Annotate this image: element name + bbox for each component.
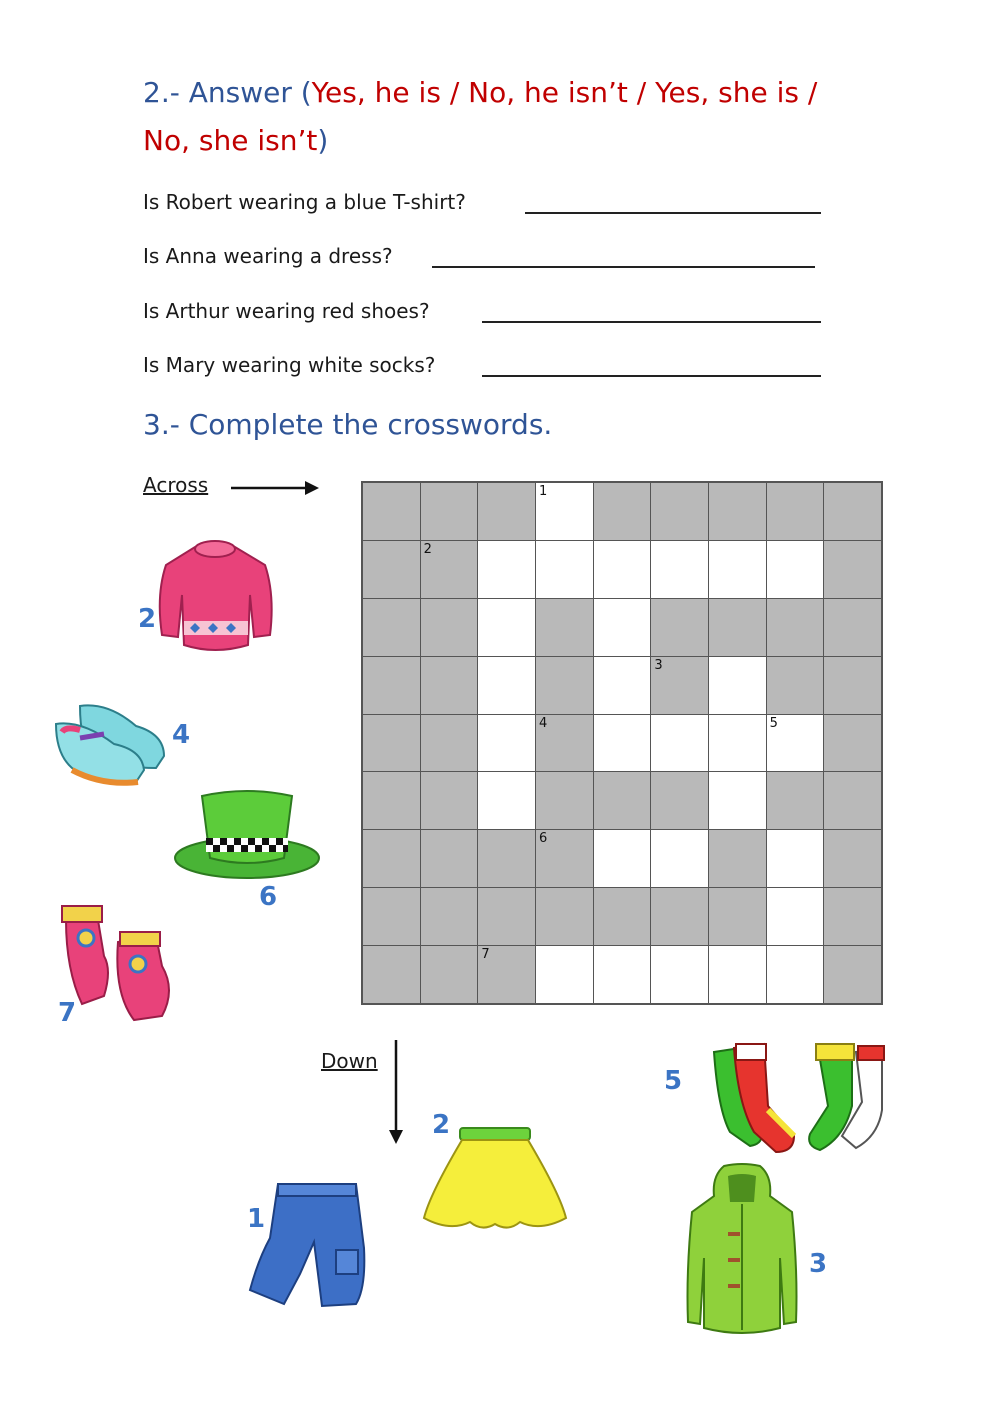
crossword-clue-number: 1 [539,484,548,499]
crossword-blocked-cell [709,888,766,945]
across-label: Across [143,473,209,497]
section3-heading: 3.- Complete the crosswords. [143,408,553,441]
section2-prefix: 2.- Answer ( [143,76,312,109]
crossword-blocked-cell [363,599,420,656]
across-clue-sweater-number: 2 [138,604,157,634]
crossword-blocked-cell [421,483,478,540]
crossword-cell[interactable] [478,599,535,656]
across-arrow-icon [229,478,321,498]
crossword-blocked-cell [536,599,593,656]
coat-icon [684,1162,800,1338]
crossword-cell[interactable] [478,715,535,772]
crossword-blocked-cell [536,830,593,887]
down-label: Down [321,1049,378,1073]
crossword-cell[interactable] [651,715,708,772]
crossword-blocked-cell [824,772,881,829]
across-clue-gloves-number: 7 [58,998,77,1028]
crossword-blocked-cell [767,657,824,714]
answer-options-line1: Yes, he is / No, he isn’t / Yes, she is / [311,76,818,109]
crossword-cell[interactable] [767,946,824,1003]
crossword-blocked-cell [767,599,824,656]
sweater-icon [150,535,280,660]
crossword-blocked-cell [421,657,478,714]
crossword-blocked-cell [824,715,881,772]
answer-blank-1[interactable] [525,212,821,214]
trousers-icon [244,1178,378,1312]
crossword-blocked-cell [651,483,708,540]
answer-blank-3[interactable] [482,321,821,323]
crossword-cell[interactable] [767,715,824,772]
crossword-blocked-cell [651,599,708,656]
crossword-cell[interactable] [478,541,535,598]
crossword-clue-number: 3 [654,657,663,673]
crossword-cell[interactable] [594,946,651,1003]
crossword-clue-number: 7 [481,947,490,963]
crossword-clue-number: 6 [539,831,548,847]
question-3: Is Arthur wearing red shoes? [143,299,430,323]
down-clue-socks-number: 5 [664,1066,683,1096]
crossword-blocked-cell [363,946,420,1003]
crossword-blocked-cell [421,772,478,829]
crossword-cell[interactable] [594,541,651,598]
crossword-blocked-cell [767,772,824,829]
down-clue-skirt-number: 2 [432,1110,451,1140]
crossword-blocked-cell [478,830,535,887]
shoes-icon [52,698,170,788]
crossword-cell[interactable] [651,830,708,887]
crossword-blocked-cell [824,541,881,598]
crossword-blocked-cell [363,830,420,887]
crossword-grid [361,481,883,1005]
crossword-clue-number: 5 [769,715,778,731]
crossword-blocked-cell [824,830,881,887]
question-4: Is Mary wearing white socks? [143,353,436,377]
crossword-blocked-cell [536,772,593,829]
question-1: Is Robert wearing a blue T-shirt? [143,190,466,214]
down-clue-coat-number: 3 [809,1249,828,1279]
crossword-cell[interactable] [478,657,535,714]
crossword-blocked-cell [363,541,420,598]
crossword-blocked-cell [421,946,478,1003]
down-arrow-icon [386,1038,406,1148]
skirt-icon [420,1124,570,1236]
crossword-blocked-cell [421,541,478,598]
crossword-blocked-cell [536,657,593,714]
crossword-blocked-cell [536,888,593,945]
crossword-blocked-cell [421,599,478,656]
crossword-blocked-cell [363,657,420,714]
crossword-cell[interactable] [536,946,593,1003]
crossword-blocked-cell [421,888,478,945]
crossword-cell[interactable] [478,772,535,829]
crossword-cell[interactable] [651,946,708,1003]
down-clue-trousers-number: 1 [247,1204,266,1234]
crossword-blocked-cell [594,483,651,540]
crossword-blocked-cell [709,830,766,887]
crossword-cell[interactable] [709,657,766,714]
section2-heading [143,76,817,109]
crossword-cell[interactable] [536,541,593,598]
crossword-cell[interactable] [594,657,651,714]
across-clue-hat-number: 6 [259,882,278,912]
crossword-blocked-cell [363,715,420,772]
crossword-blocked-cell [594,772,651,829]
crossword-blocked-cell [594,888,651,945]
answer-blank-2[interactable] [432,266,815,268]
crossword-cell[interactable] [594,599,651,656]
socks-icon [706,1040,890,1156]
crossword-cell[interactable] [594,715,651,772]
crossword-cell[interactable] [767,541,824,598]
crossword-cell[interactable] [709,715,766,772]
crossword-blocked-cell [824,657,881,714]
answer-blank-4[interactable] [482,375,821,377]
crossword-blocked-cell [536,715,593,772]
crossword-blocked-cell [651,888,708,945]
crossword-cell[interactable] [767,888,824,945]
crossword-blocked-cell [478,946,535,1003]
crossword-blocked-cell [824,946,881,1003]
crossword-cell[interactable] [709,772,766,829]
crossword-blocked-cell [651,657,708,714]
crossword-blocked-cell [363,483,420,540]
crossword-blocked-cell [478,888,535,945]
section2-heading-line2 [143,124,328,157]
crossword-blocked-cell [824,888,881,945]
hat-icon [172,784,322,884]
crossword-blocked-cell [363,772,420,829]
crossword-clue-number: 2 [423,541,432,557]
crossword-cell[interactable] [536,483,593,540]
crossword-blocked-cell [709,483,766,540]
crossword-cell[interactable] [767,830,824,887]
section2-suffix: ) [317,124,329,157]
crossword-clue-number: 4 [539,715,548,731]
crossword-blocked-cell [824,483,881,540]
crossword-blocked-cell [421,715,478,772]
crossword-cell[interactable] [594,830,651,887]
question-2: Is Anna wearing a dress? [143,244,393,268]
answer-options-line2: No, she isn’t [143,124,318,157]
crossword-blocked-cell [767,483,824,540]
crossword-blocked-cell [709,599,766,656]
crossword-blocked-cell [363,888,420,945]
crossword-cell[interactable] [709,946,766,1003]
crossword-blocked-cell [651,772,708,829]
crossword-cell[interactable] [709,541,766,598]
crossword-blocked-cell [421,830,478,887]
crossword-blocked-cell [824,599,881,656]
across-clue-shoes-number: 4 [172,720,191,750]
crossword-cell[interactable] [651,541,708,598]
crossword-blocked-cell [478,483,535,540]
